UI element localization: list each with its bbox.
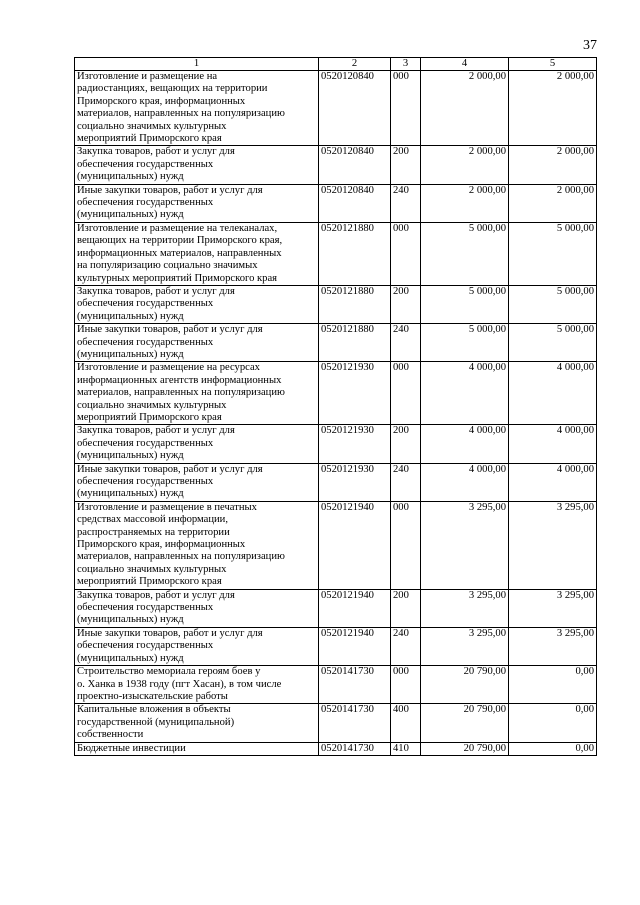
table-row bbox=[75, 324, 597, 362]
table-row bbox=[75, 71, 597, 146]
table-row bbox=[75, 589, 597, 627]
amount-col4-cell: 2 000,00 bbox=[421, 184, 509, 222]
table-row bbox=[75, 222, 597, 285]
amount-col4-cell: 20 790,00 bbox=[421, 666, 509, 704]
item-name-cell: Иные закупки товаров, работ и услуг для обеспечения государственных (муниципальных) нужд bbox=[75, 463, 319, 501]
amount-col5-cell: 2 000,00 bbox=[509, 146, 597, 184]
target-code-cell: 0520120840 bbox=[319, 146, 391, 184]
expense-type-cell: 240 bbox=[391, 184, 421, 222]
target-code-cell: 0520121930 bbox=[319, 463, 391, 501]
amount-col5-cell: 4 000,00 bbox=[509, 463, 597, 501]
expense-type-cell: 000 bbox=[391, 71, 421, 146]
amount-col4-cell: 2 000,00 bbox=[421, 71, 509, 146]
target-code-cell: 0520120840 bbox=[319, 184, 391, 222]
amount-col4-cell: 5 000,00 bbox=[421, 222, 509, 285]
expense-type-cell: 200 bbox=[391, 285, 421, 323]
item-name-cell: Закупка товаров, работ и услуг для обеспечения государственных (муниципальных) нужд bbox=[75, 589, 319, 627]
table-row bbox=[75, 184, 597, 222]
amount-col5-cell: 4 000,00 bbox=[509, 425, 597, 463]
item-name-cell: Изготовление и размещение на телеканалах, вещающих на территории Приморского края, информационных материалов, направленных на популяризацию социально значимых культурных мероприятий Приморского края bbox=[75, 222, 319, 285]
header-row bbox=[75, 58, 597, 71]
column-header: 4 bbox=[421, 58, 509, 71]
column-header: 1 bbox=[75, 58, 319, 71]
item-name-cell: Изготовление и размещение на радиостанциях, вещающих на территории Приморского края, информационных материалов, направленных на популяризацию социально значимых культурных мероприятий Приморского края bbox=[75, 71, 319, 146]
table-row bbox=[75, 463, 597, 501]
amount-col5-cell: 5 000,00 bbox=[509, 285, 597, 323]
amount-col5-cell: 5 000,00 bbox=[509, 324, 597, 362]
column-header: 2 bbox=[319, 58, 391, 71]
amount-col4-cell: 5 000,00 bbox=[421, 285, 509, 323]
amount-col5-cell: 3 295,00 bbox=[509, 501, 597, 589]
amount-col4-cell: 2 000,00 bbox=[421, 146, 509, 184]
amount-col5-cell: 0,00 bbox=[509, 704, 597, 742]
table-row bbox=[75, 146, 597, 184]
table-row bbox=[75, 362, 597, 425]
expense-type-cell: 000 bbox=[391, 222, 421, 285]
amount-col5-cell: 3 295,00 bbox=[509, 627, 597, 665]
page-number: 37 bbox=[583, 38, 597, 53]
expense-type-cell: 200 bbox=[391, 589, 421, 627]
item-name-cell: Капитальные вложения в объекты государственной (муниципальной) собственности bbox=[75, 704, 319, 742]
target-code-cell: 0520141730 bbox=[319, 666, 391, 704]
item-name-cell: Строительство мемориала героям боев у о. Ханка в 1938 году (пгт Хасан), в том числе проектно-изыскательские работы bbox=[75, 666, 319, 704]
expense-type-cell: 000 bbox=[391, 501, 421, 589]
expense-type-cell: 200 bbox=[391, 146, 421, 184]
amount-col5-cell: 4 000,00 bbox=[509, 362, 597, 425]
expense-type-cell: 410 bbox=[391, 742, 421, 755]
target-code-cell: 0520121930 bbox=[319, 362, 391, 425]
expense-type-cell: 240 bbox=[391, 463, 421, 501]
target-code-cell: 0520121930 bbox=[319, 425, 391, 463]
table-row bbox=[75, 425, 597, 463]
target-code-cell: 0520121940 bbox=[319, 501, 391, 589]
expense-type-cell: 400 bbox=[391, 704, 421, 742]
target-code-cell: 0520141730 bbox=[319, 704, 391, 742]
table-row bbox=[75, 285, 597, 323]
target-code-cell: 0520121880 bbox=[319, 324, 391, 362]
amount-col4-cell: 3 295,00 bbox=[421, 589, 509, 627]
item-name-cell: Иные закупки товаров, работ и услуг для обеспечения государственных (муниципальных) нужд bbox=[75, 184, 319, 222]
amount-col4-cell: 4 000,00 bbox=[421, 362, 509, 425]
amount-col4-cell: 3 295,00 bbox=[421, 627, 509, 665]
expense-type-cell: 240 bbox=[391, 627, 421, 665]
amount-col5-cell: 2 000,00 bbox=[509, 71, 597, 146]
item-name-cell: Закупка товаров, работ и услуг для обеспечения государственных (муниципальных) нужд bbox=[75, 425, 319, 463]
expense-type-cell: 000 bbox=[391, 362, 421, 425]
amount-col4-cell: 20 790,00 bbox=[421, 704, 509, 742]
table-row bbox=[75, 742, 597, 755]
expense-type-cell: 200 bbox=[391, 425, 421, 463]
item-name-cell: Иные закупки товаров, работ и услуг для обеспечения государственных (муниципальных) нужд bbox=[75, 627, 319, 665]
amount-col4-cell: 4 000,00 bbox=[421, 463, 509, 501]
table-row bbox=[75, 666, 597, 704]
amount-col4-cell: 20 790,00 bbox=[421, 742, 509, 755]
item-name-cell: Изготовление и размещение в печатных средствах массовой информации, распространяемых на территории Приморского края, информационных материалов, направленных на популяризацию социально значимых культурных мероприятий Приморского края bbox=[75, 501, 319, 589]
column-header: 3 bbox=[391, 58, 421, 71]
target-code-cell: 0520141730 bbox=[319, 742, 391, 755]
item-name-cell: Иные закупки товаров, работ и услуг для обеспечения государственных (муниципальных) нужд bbox=[75, 324, 319, 362]
item-name-cell: Закупка товаров, работ и услуг для обеспечения государственных (муниципальных) нужд bbox=[75, 146, 319, 184]
item-name-cell: Изготовление и размещение на ресурсах информационных агентств информационных материалов, направленных на популяризацию социально значимых культурных мероприятий Приморского края bbox=[75, 362, 319, 425]
target-code-cell: 0520121940 bbox=[319, 627, 391, 665]
amount-col5-cell: 3 295,00 bbox=[509, 589, 597, 627]
budget-table bbox=[74, 57, 597, 756]
amount-col4-cell: 4 000,00 bbox=[421, 425, 509, 463]
amount-col5-cell: 0,00 bbox=[509, 742, 597, 755]
amount-col4-cell: 3 295,00 bbox=[421, 501, 509, 589]
column-header: 5 bbox=[509, 58, 597, 71]
table-row bbox=[75, 704, 597, 742]
amount-col5-cell: 0,00 bbox=[509, 666, 597, 704]
item-name-cell: Бюджетные инвестиции bbox=[75, 742, 319, 755]
target-code-cell: 0520121880 bbox=[319, 222, 391, 285]
target-code-cell: 0520120840 bbox=[319, 71, 391, 146]
target-code-cell: 0520121880 bbox=[319, 285, 391, 323]
amount-col5-cell: 5 000,00 bbox=[509, 222, 597, 285]
expense-type-cell: 000 bbox=[391, 666, 421, 704]
target-code-cell: 0520121940 bbox=[319, 589, 391, 627]
expense-type-cell: 240 bbox=[391, 324, 421, 362]
amount-col4-cell: 5 000,00 bbox=[421, 324, 509, 362]
amount-col5-cell: 2 000,00 bbox=[509, 184, 597, 222]
table-row bbox=[75, 501, 597, 589]
item-name-cell: Закупка товаров, работ и услуг для обеспечения государственных (муниципальных) нужд bbox=[75, 285, 319, 323]
table-row bbox=[75, 627, 597, 665]
